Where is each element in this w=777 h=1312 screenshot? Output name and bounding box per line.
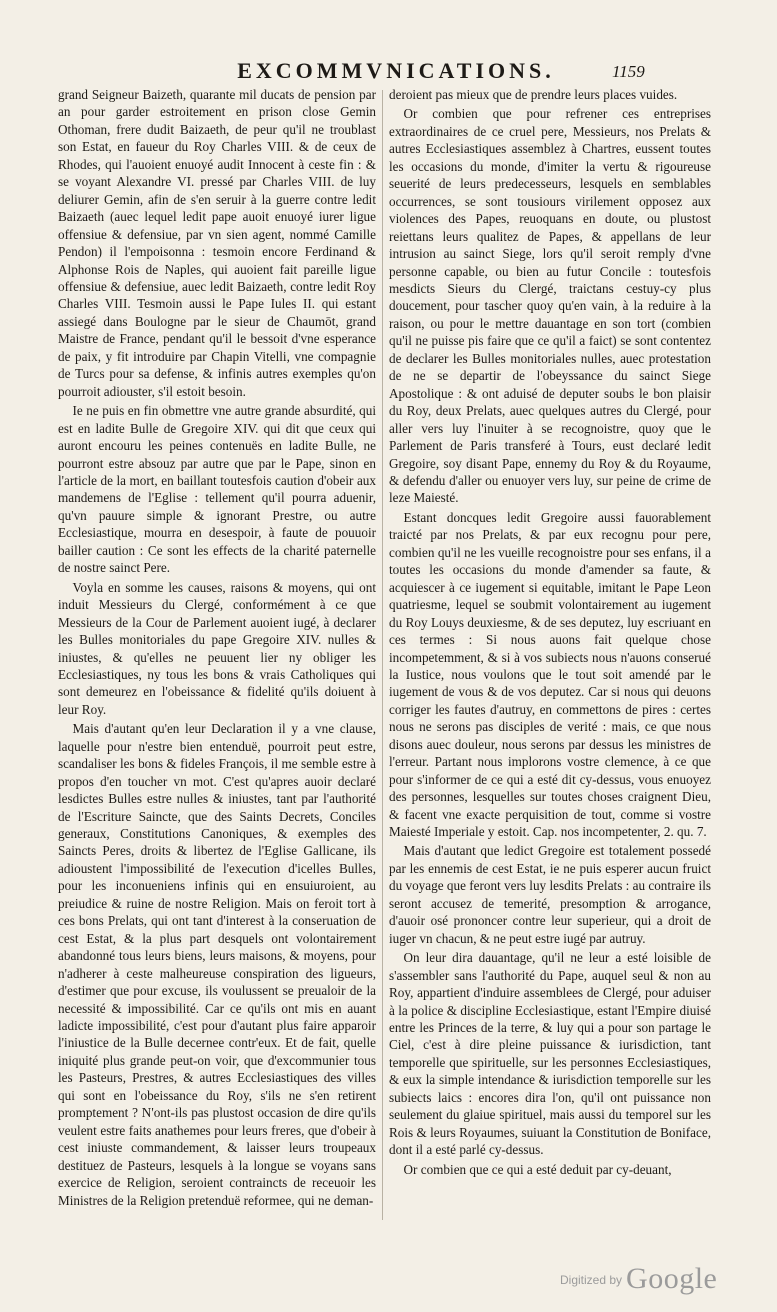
paragraph: Or combien que pour refrener ces entreprises extraordinaires de ce cruel pere, Messieurs, nos Prelats & autres Ecclesiastiques assemblez à Chartres, eussent toutes les occasions du monde, d'imiter la vertu & rigoureuse seuerité de leurs predecesseurs, lesquels en semblables occurrences, se sont tousiours virilement opposez aux violences des Papes, reuoquans en doute, ou plustost reiettans leurs qualitez de Papes, & appellans de leur intrusion au sainct Siege, lors qu'il seroit remply d'vne personne capable, ou bien au futur Concile : toutesfois mesdicts Sieurs du Clergé, traictans cestuy-cy plus doucement, pour tascher quoy qu'en vain, à la reduire à la raison, ou pour le mettre dauantage en son tort (combien qu'il ne puisse pis faire que ce qu'il a faict) se sont contentez de declarer les Bulles monitoriales nulles, auec protestation de ne se departir de l'obeyssance du sainct Siege Apostolique : & ont aduisé de deputer soubs le bon plaisir du Roy, deux Prelats, auec quelques autres du Clergé, pour aller vers luy l'inuiter à se recognoistre, quoy que le Parlement de Paris transferé à Tours, eust declaré ledit Gregoire, soy disant Pape, ennemy du Roy & du Royaume, & defendu d'aller ou enuoyer vers luy, sur peine de crime de leze Maiesté. [389, 106, 711, 506]
page-number: 1159 [612, 62, 645, 81]
paragraph: Voyla en somme les causes, raisons & moyens, qui ont induit Messieurs du Clergé, conformément à ce que Messieurs de la Cour de Parlement auoient iugé, à declarer les Bulles monitoriales du pape Gregoire XIV. nulles & iniustes, & qu'elles ne peuuent lier ny obliger les Ecclesiastiques, ny tous les bons & vrais Catholiques qui sont demeurez en l'obeissance & fidelité qu'ils doiuent à leur Roy. [58, 579, 376, 717]
paragraph: Mais d'autant que ledict Gregoire est totalement possedé par les ennemis de cest Estat, ie ne puis esperer aucun fruict du voyage que feront vers luy lesdits Prelats : au contraire ils seront accusez de temerité, presomption & arrogance, d'auoir osé prononcer contre leur superieur, qui a droit de iuger vn chacun, & ne peut estre iugé par autruy. [389, 843, 711, 946]
column-divider [382, 90, 383, 1220]
paragraph: Or combien que ce qui a esté deduit par cy-deuant, [403, 1161, 672, 1177]
paragraph: Mais d'autant qu'en leur Declaration il y a vne clause, laquelle pour n'estre bien entenduë, pourroit peut estre, scandaliser les bons & fideles François, il me semble estre à propos d'en toucher vn mot. C'est qu'apres auoir declaré lesdictes Bulles estre nulles & iniustes, tant par l'authorité de l'Escriture Saincte, que des Saints Decrets, Conciles generaux, Constitutions Canoniques, & exemples des Saincts Peres, droits & libertez de l'Eglise Gallicane, ils adioustent l'impossibilité de l'execution d'icelles Bulles, pour les inconueniens infinis qui en ensuiuroient, au preiudice & ruine de nostre Religion. Mais on feroit tort à ces bons Prelats, qui ont tant d'interest à la conseruation de cest Estat, & la plus part desquels ont volontairement abandonné tous leurs biens, leurs maisons, & moyens, pour n'adherer à ceste malheureuse conspiration des ligueurs, d'estimer que pour excuse, ils voulussent se preualoir de la necessité & impossibilité. Car ce qu'ils ont mis en auant ladicte impossibilité, c'est pour d'autant plus faire apparoir l'iniustice de la Bulle decernee contr'eux. Et de fait, quelle iniquité plus grande peut-on voir, que d'excommunier tous les Pasteurs, Prestres, & autres Ecclesiastiques des villes qui sont en l'obeissance du Roy, s'ils ne s'en retirent promptement ? N'ont-ils pas plustost occasion de dire qu'ils veulent estre faits anathemes pour leurs freres, que d'obeir à cest iniuste commandement, & laisser leurs troupeaux destituez de Pasteurs, lesquels à la longue se voyans sans exercice de Religion, seroient contraincts de receuoir les Ministres de la Religion pretenduë reformee, qui ne deman- [58, 721, 376, 1208]
right-column [389, 86, 711, 1180]
google-logo: Google [626, 1262, 718, 1295]
paragraph: Estant doncques ledit Gregoire aussi fauorablement traicté par nos Prelats, & par eux recognu pour pere, combien qu'il ne les vueille recognoistre pour ses enfans, il a toutes les occasions du monde d'amender sa faute, & acquiescer à ce iugement si equitable, imitant le Pape Leon quatriesme, lequel se soubmit volontairement au iugement du Roy Louys deuxiesme, & de ses deputez, luy escriuant en ces termes : Si nous auons fait quelque chose incompetemment, & si à vos subiects nous n'auons conserué la Iustice, nous voulons que le tout soit amendé par le iugement de vous & de vos deputez. Car si nous qui deuons corriger les fautes d'autruy, en commettons de pires : certes nous ne serons pas disciples de verité : mais, ce que nous disons auec douleur, nous serons par dessus les ministres de l'erreur. Partant nous implorons vostre clemence, à ce que pour s'informer de ce qui a esté dit cy-dessus, vous enuoyez des personnes, lesquelles sur toutes choses craignent Dieu, & facent vne exacte perquisition de tout, comme si vostre Maiesté Imperiale y estoit. Cap. nos incompetenter, 2. qu. 7. [389, 509, 711, 840]
running-head [0, 56, 777, 86]
watermark-prefix: Digitized by [560, 1273, 623, 1287]
page-title: EXCOMMVNICATIONS. [237, 58, 555, 83]
paragraph: deroient pas mieux que de prendre leurs places vuides. [389, 87, 678, 102]
paragraph: On leur dira dauantage, qu'il ne leur a esté loisible de s'assembler sans l'authorité du Pape, auquel seul & non au Roy, appartient d'induire assemblees de Clergé, pour aduiser à la police & discipline Ecclesiastique, estant l'Empire diuisé entre les Princes de la terre, & luy qui a pour son partage le Ciel, c'est à dire pleine puissance & iurisdiction, tant temporelle que spirituelle, sur les personnes Ecclesiastiques, & eux la simple intendance & iurisdiction temporelle sur les subiects laics : encores dira l'on, qu'il ont puissance non seulement du glaiue spirituel, mais aussi du temporel sur les Rois & leurs Royaumes, suiuant la Constitution de Boniface, dont il a esté parlé cy-dessus. [389, 950, 711, 1158]
left-column [58, 86, 376, 1211]
paragraph: grand Seigneur Baizeth, quarante mil ducats de pension par an pour garder estroitement en prison close Gemin Othoman, frere dudit Baizaeth, de peur qu'il ne troublast son Estat, en faueur du Roy Charles VIII. & de ceux de Rhodes, qui l'auoient enuoyé audit Innocent à ceste fin : & se voyant Alexandre VI. pressé par Charles VIII. de luy deliurer Gemin, afin de s'en seruir à la guerre contre ledit Baizaeth (auec lequel ledit pape auoit enuoyé iurer ligue offensiue & defensiue, par vn sien agent, nommé Camille Pendon) il l'empoisonna : tesmoin encore Ferdinand & Alphonse Rois de Naples, qui auoient fait pareille ligue offensiue & defensiue, auec ledit Baizaeth, contre ledit Roy Charles VIII. Tesmoin aussi le Pape Iules II. qui estant assiegé dans Boulogne par le sieur de Chaumōt, grand Maistre de France, pendant qu'il le bessoit d'vne esperance de paix, y fit introduire par Chapin Vitelli, vne compagnie de Turcs pour sa defense, & infinis autres exemples qu'on pourroit adiouster, s'il estoit besoin. [58, 87, 376, 399]
paragraph: Ie ne puis en fin obmettre vne autre grande absurdité, qui est en ladite Bulle de Gregoire XIV. qui dit que ceux qui auront encouru les peines contenuës en ladite Bulle, ne pourront estre absouz par autre que par le Pape, sinon en l'article de la mort, en baillant toutesfois caution d'obeir aux mandemens de l'Eglise : tellement qu'il pourra aduenir, qu'vn pauure simple & ignorant Prestre, ou autre Ecclesiastique, mourra en desespoir, à faute de pouuoir bailler caution : Ce sont les effects de la charité paternelle de nostre sainct Pere. [58, 403, 376, 576]
digitized-watermark [560, 1262, 717, 1294]
